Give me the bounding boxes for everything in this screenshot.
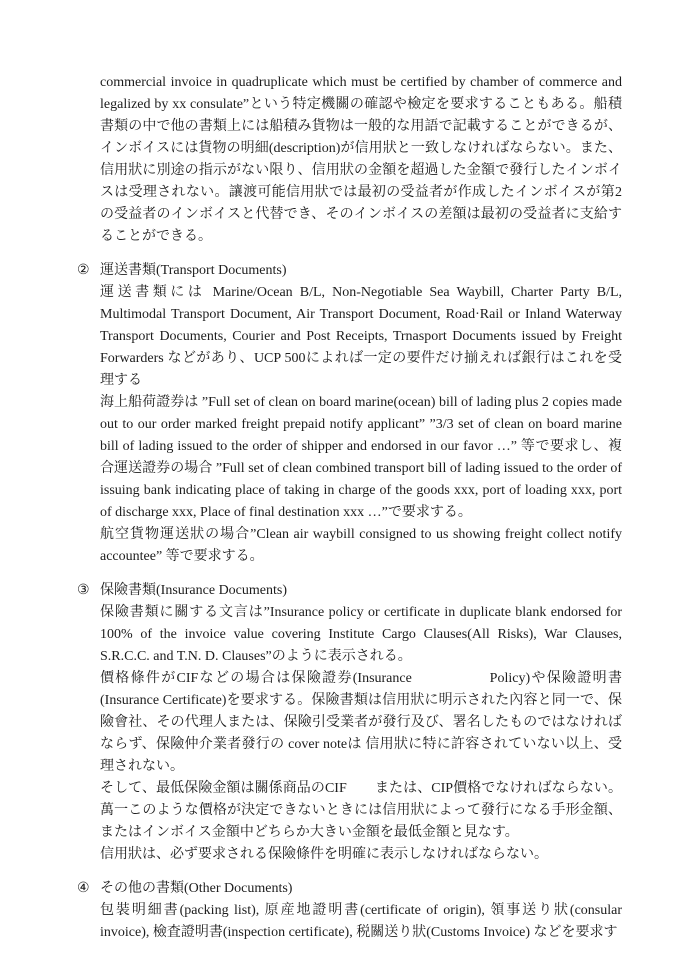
section-insurance-documents <box>77 580 622 866</box>
paragraph: 包裝明細書(packing list), 原産地證明書(certificate of origin), 領事送り狀(consular invoice), 檢査證明書(inspection certificate), 税關送り狀(Customs Invoice) などを要求す <box>100 903 622 940</box>
section-transport-documents <box>77 260 622 568</box>
section-title: 保險書類(Insurance Documents) <box>100 583 288 598</box>
section-heading <box>77 260 622 282</box>
section-number: ③ <box>77 583 90 598</box>
section-other-documents <box>77 878 622 944</box>
paragraph: 航空貨物運送狀の場合”Clean air waybill consigned to us showing freight collect notify accountee” 等で要求する。 <box>100 527 622 564</box>
section-heading <box>77 580 622 602</box>
section-number: ② <box>77 263 90 278</box>
section-title: その他の書類(Other Documents) <box>100 881 293 896</box>
paragraph: 信用狀は、必ず要求される保險條件を明確に表示しなければならない。 <box>100 847 548 862</box>
intro-paragraph: commercial invoice in quadruplicate which must be certified by chamber of commerce and legalized by xx consulate”という特定機關の確認や檢定を要求することもある。船積書類の中で他の書類上には船積み貨物は一般的な用語で記載することができるが、インボイスには貨物の明細(description)が信用狀と一致しなければならない。また、信用狀に別途の指示がない限り、信用狀の金額を超過した金額で發行したインボイスは受理されない。讓渡可能信用狀では最初の受益者が作成したインボイスが第2の受益者のインボイスと代替でき、そのインボイスの差額は最初の受益者に支給することができる。 <box>100 75 622 244</box>
paragraph: 海上船荷證券は ”Full set of clean on board marine(ocean) bill of lading plus 2 copies made out to our order marked freight prepaid notify applicant” ”3/3 set of clean on board marine bill of lading issued to the order of shipper and endorsed in our favor …” 等で要求し、複合運送證券の場合 ”Full set of clean combined transport bill of lading issued to the order of issuing bank indicating place of taking in charge of the goods xxx, port of loading xxx, port of discharge xxx, Place of final destination xxx …”で要求する。 <box>100 395 622 520</box>
paragraph: 運送書類には Marine/Ocean B/L, Non-Negotiable Sea Waybill, Charter Party B/L, Multimodal Transport Document, Air Transport Document, Road·Rail or Inland Waterway Transport Documents, Courier and Post Receipts, Trnasport Documents issued by Freight Forwarders などがあり、UCP 500によれば一定の要件だけ揃えれば銀行はこれを受理する <box>100 285 622 388</box>
section-number: ④ <box>77 881 90 896</box>
section-heading <box>77 878 622 900</box>
paragraph: 價格條件がCIFなどの場合は保險證券(Insurance Policy)や保險證明書(Insurance Certificate)を要求する。保險書類は信用狀に明示された內容と同一で、保險會社、その代理人または、保險引受業者が發行及び、署名したものではなければならず、保險仲介業者發行の cover noteは 信用狀に特に許容されていない以上、受理されない。 <box>100 671 622 774</box>
paragraph: 保險書類に關する文言は”Insurance policy or certificate in duplicate blank endorsed for 100% of the invoice value covering Institute Cargo Clauses(All Risks), War Clauses, S.R.C.C. and T.N. D. Clauses”のように表示される。 <box>100 605 622 664</box>
paragraph: そして、最低保險金額は關係商品のCIF または、CIP價格でなければならない。萬一このような價格が決定できないときには信用狀によって發行になる手形金額、またはインボイス金額中どちらか大きい金額を最低金額と見なす。 <box>100 781 622 840</box>
section-title: 運送書類(Transport Documents) <box>100 263 287 278</box>
document-page <box>77 72 622 944</box>
